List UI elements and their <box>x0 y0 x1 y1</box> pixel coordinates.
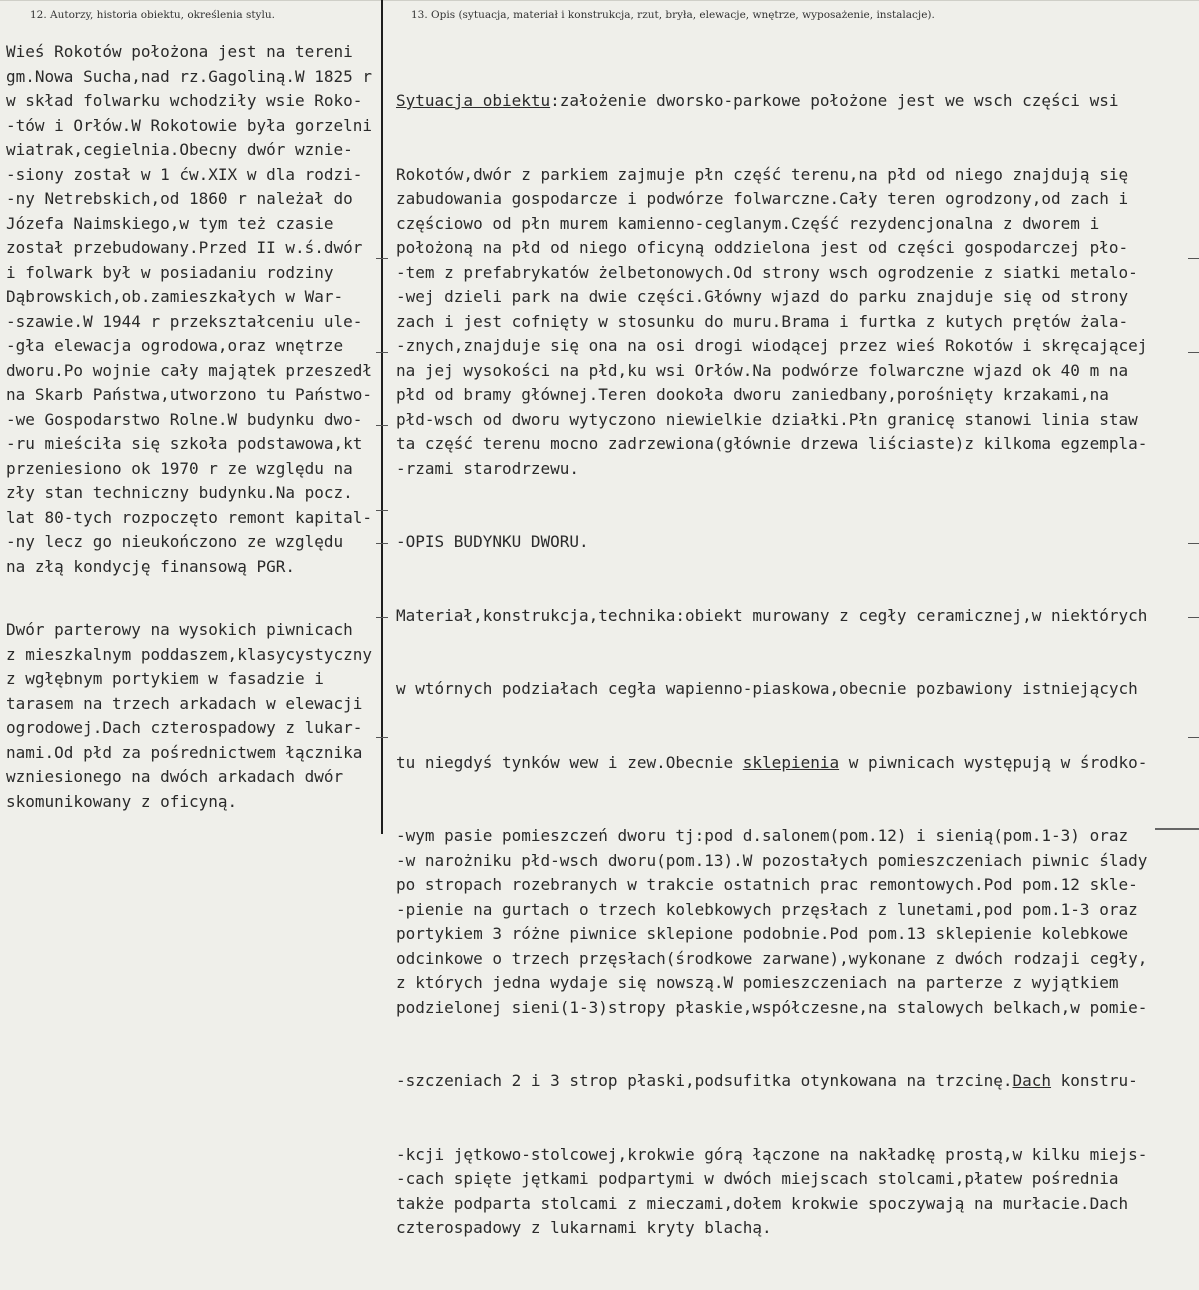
history-line: -siony został w 1 ćw.XIX w dla rodzi- <box>6 164 363 184</box>
situation-line: położoną na płd od niego oficyną oddzielona jest od części gospodarczej pło- <box>396 238 1129 257</box>
material-line: -wym pasie pomieszczeń dworu tj:pod d.salonem(pom.12) i sienią(pom.1-3) oraz <box>396 826 1129 845</box>
history-line: dworu.Po wojnie cały majątek przeszedł <box>6 360 373 380</box>
roof-construction-line: także podparta stolcami z mieczami,dołem krokwie spoczywają na murłacie.Dach <box>396 1193 1129 1213</box>
summary-line: z wgłębnym portykiem w fasadzie i <box>6 669 324 688</box>
vault-line <box>396 751 1196 776</box>
material-line: Materiał,konstrukcja,technika:obiekt murowany z cegły ceramicznej,w niektórych <box>396 605 1148 625</box>
situation-line: częściowo od płn murem kamienno-ceglanym.Część rezydencjonalna z dworem i <box>396 213 1100 233</box>
history-line: -we Gospodarstwo Rolne.W budynku dwo- <box>6 409 363 429</box>
history-line: Józefa Naimskiego,w tym też czasie <box>6 213 334 233</box>
history-paragraph <box>6 40 380 579</box>
material-line: -pienie na gurtach o trzech kolebkowych przęsłach z lunetami,pod pom.1-3 oraz <box>396 899 1138 919</box>
history-line: gm.Nowa Sucha,nad rz.Gagoliną.W 1825 r <box>6 66 373 86</box>
history-line: -ny lecz go nieukończono ze względu <box>6 532 344 551</box>
material-line-text: w wtórnych podziałach cegła wapienno-piaskowa,obecnie pozbawiony istniejących <box>396 679 1138 698</box>
header-right: 13. Opis (sytuacja, materiał i konstrukcja, rzut, bryła, elewacje, wnętrze, wyposażenie, instalacje). <box>411 9 935 21</box>
history-line: wiatrak,cegielnia.Obecny dwór wznie- <box>6 140 353 159</box>
situation-line: Rokotów,dwór z parkiem zajmuje płn część terenu,na płd od niego znajdują się <box>396 164 1129 184</box>
top-edge <box>0 0 1199 1</box>
situation-line: zach i jest cofnięty w stosunku do muru.Brama i furtka z kutych prętów żala- <box>396 311 1129 331</box>
summary-line: Dwór parterowy na wysokich piwnicach <box>6 620 353 639</box>
vault-word: sklepienia <box>742 752 840 772</box>
roof-line <box>396 1069 1196 1094</box>
situation-line: -rzami starodrzewu. <box>396 458 580 478</box>
roof-construction-line: -cach spięte jętkami podpartymi w dwóch miejscach stolcami,płatew pośrednia <box>396 1169 1119 1188</box>
history-line: przeniesiono ok 1970 r ze względu na <box>6 458 353 478</box>
summary-line: skomunikowany z oficyną. <box>6 791 238 811</box>
roof-line-suffix: konstru- <box>1051 1071 1138 1090</box>
situation-line: płd-wsch od dworu wytyczono niewielkie działki.Płn granicę stanowi linia staw <box>396 409 1138 429</box>
history-line: na Skarb Państwa,utworzono tu Państwo- <box>6 385 373 404</box>
history-line: zły stan techniczny budynku.Na pocz. <box>6 483 353 502</box>
roof-line-prefix: -szczeniach 2 i 3 strop płaski,podsufitka otynkowana na trzcinę. <box>396 1071 1013 1090</box>
situation-lines <box>396 163 1196 482</box>
summary-line: wzniesionego na dwóch arkadach dwór <box>6 767 344 786</box>
bottom-rule <box>1155 828 1199 830</box>
history-line: Dąbrowskich,ob.zamieszkałych w War- <box>6 287 344 306</box>
summary-line: tarasem na trzech arkadach w elewacji <box>6 693 363 713</box>
description-column <box>396 40 1196 1290</box>
history-line: na złą kondycję finansową PGR. <box>6 556 295 576</box>
header-left: 12. Autorzy, historia obiektu, określenia stylu. <box>30 9 275 21</box>
description-summary-paragraph <box>6 618 380 814</box>
column-divider <box>381 0 383 834</box>
material-lines <box>396 824 1196 1020</box>
roof-lines <box>396 1143 1196 1241</box>
history-line: i folwark był w posiadaniu rodziny <box>6 262 334 282</box>
material-line: podzielonej sieni(1-3)stropy płaskie,współczesne,na stalowych belkach,w pomie- <box>396 997 1148 1017</box>
history-line: -ny Netrebskich,od 1860 r należał do <box>6 189 353 208</box>
situation-label: Sytuacja obiektu <box>396 91 551 110</box>
material-line <box>396 677 1196 702</box>
history-line: lat 80-tych rozpoczęto remont kapital- <box>6 507 373 527</box>
history-line: został przebudowany.Przed II w.ś.dwór <box>6 238 363 257</box>
material-line: z których jedna wydaje się nowszą.W pomieszczeniach na parterze z wyjątkiem <box>396 973 1119 992</box>
situation-line: ta część terenu mocno zadrzewiona(głównie drzewa liściaste)z kilkoma egzempla- <box>396 434 1148 453</box>
history-line: -tów i Orłów.W Rokotowie była gorzelni <box>6 115 373 135</box>
section-heading: -OPIS BUDYNKU DWORU. <box>396 532 589 551</box>
material-line: odcinkowe o trzech przęsłach(środkowe zarwane),wykonane z dwóch rodzaji cegły, <box>396 948 1148 968</box>
roof-construction-line: czterospadowy z lukarnami kryty blachą. <box>396 1218 772 1237</box>
situation-line: -tem z prefabrykatów żelbetonowych.Od strony wsch ogrodzenie z siatki metalo- <box>396 262 1138 282</box>
situation-line: -wej dzieli park na dwie części.Główny wjazd do parku znajduje się od strony <box>396 287 1129 306</box>
situation-line: płd od bramy głównej.Teren dookoła dworu zaniedbany,porośnięty krzakami,na <box>396 385 1109 404</box>
roof-word: Dach <box>1012 1071 1052 1090</box>
material-line: portykiem 3 różne piwnice sklepione podobnie.Pod pom.13 sklepienie kolebkowe <box>396 924 1129 943</box>
history-line: -szawie.W 1944 r przekształceniu ule- <box>6 311 363 331</box>
history-line: -ru mieściła się szkoła podstawowa,kt <box>6 434 363 453</box>
summary-line: ogrodowej.Dach czterospadowy z lukar- <box>6 718 363 737</box>
roof-construction-line: -kcji jętkowo-stolcowej,krokwie górą łączone na nakładkę prostą,w kilku miejs- <box>396 1144 1148 1164</box>
history-line: -gła elewacja ogrodowa,oraz wnętrze <box>6 336 344 355</box>
situation-first-line <box>396 89 1196 114</box>
vault-line-prefix: tu niegdyś tynków wew i zew.Obecnie <box>396 752 743 772</box>
situation-line: na jej wysokości na płd,ku wsi Orłów.Na podwórze folwarczne wjazd ok 40 m na <box>396 360 1129 380</box>
history-line: Wieś Rokotów położona jest na tereni <box>6 42 353 61</box>
situation-line: -znych,znajduje się ona na osi drogi wiodącej przez wieś Rokotów i skręcającej <box>396 336 1148 355</box>
situation-first-line-text: :założenie dworsko-parkowe położone jest we wsch części wsi <box>550 91 1119 110</box>
history-line: w skład folwarku wchodziły wsie Roko- <box>6 91 363 110</box>
vault-line-suffix: w piwnicach występują w środko- <box>839 752 1148 772</box>
material-line: po stropach rozebranych w trakcie ostatnich prac remontowych.Pod pom.12 skle- <box>396 875 1138 894</box>
situation-line: zabudowania gospodarcze i podwórze folwarczne.Cały teren ogrodzony,od zach i <box>396 189 1129 208</box>
summary-line: nami.Od płd za pośrednictwem łącznika <box>6 742 363 762</box>
summary-line: z mieszkalnym poddaszem,klasycystyczny <box>6 644 373 664</box>
material-line: -w narożniku płd-wsch dworu(pom.13).W pozostałych pomieszczeniach piwnic ślady <box>396 850 1148 870</box>
